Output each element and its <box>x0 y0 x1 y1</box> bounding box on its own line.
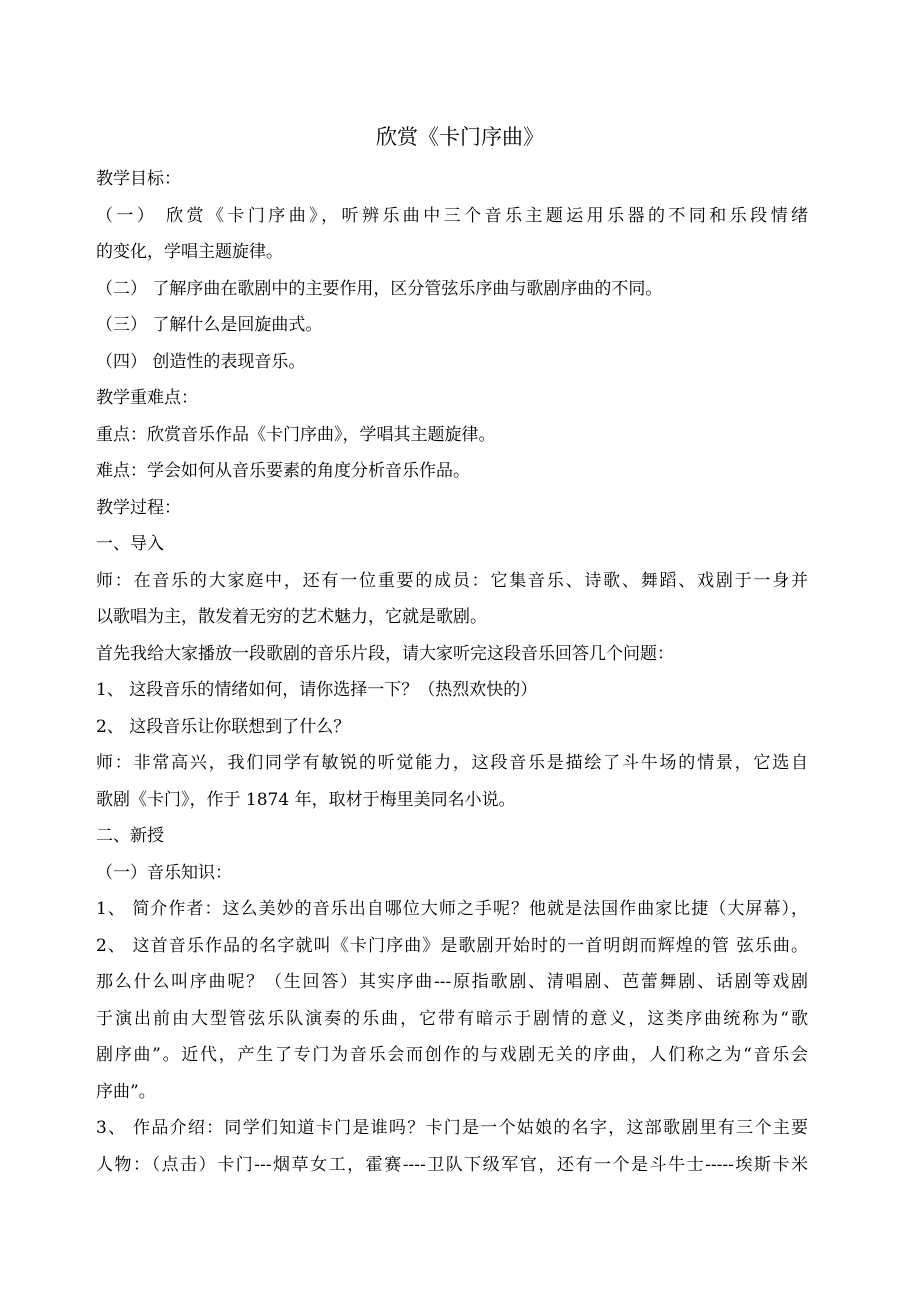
paragraph-line: 以歌唱为主，散发着无穷的艺术魅力，它就是歌剧。 <box>96 607 487 627</box>
item-work-intro: 3、 作品介绍：同学们知道卡门是谁吗？卡门是一个姑娘的名字，这部歌剧里有三个主要 <box>96 1118 808 1138</box>
paragraph-line: 序曲”。 <box>96 1081 156 1102</box>
paragraph-line: 师：非常高兴，我们同学有敏锐的听觉能力，这段音乐是描绘了斗牛场的情景，它选自 <box>96 753 808 773</box>
question-1: 1、 这段音乐的情绪如何，请你选择一下？（热烈欢快的） <box>96 680 538 700</box>
subsection-music-knowledge: （一）音乐知识： <box>96 862 232 883</box>
paragraph-line: 歌剧《卡门》，作于 1874 年，取材于梅里美同名小说。 <box>96 789 516 810</box>
paragraph-line: 那么什么叫序曲呢？（生回答）其实序曲---原指歌剧、清唱剧、芭蕾舞剧、话剧等戏剧 <box>96 972 808 992</box>
paragraph-line: 师：在音乐的大家庭中，还有一位重要的成员：它集音乐、诗歌、舞蹈、戏剧于一身并 <box>96 570 808 591</box>
objective-2: （二） 了解序曲在歌剧中的主要作用，区分管弦乐序曲与歌剧序曲的不同。 <box>96 278 663 299</box>
document-body <box>96 161 808 1183</box>
paragraph-line: 人物：（点击）卡门---烟草女工，霍赛----卫队下级军官，还有一个是斗牛士-----埃斯卡米 <box>96 1154 808 1175</box>
item-composer: 1、 简介作者：这么美妙的音乐出自哪位大师之手呢？他就是法国作曲家比捷（大屏幕）， <box>96 899 808 919</box>
subsection-new-lesson: 二、新授 <box>96 826 164 846</box>
section-heading-key-points: 教学重难点： <box>96 388 198 408</box>
section-heading-process: 教学过程： <box>96 497 181 518</box>
objective-1-line-2: 的变化，学唱主题旋律。 <box>96 242 283 262</box>
item-title: 2、 这首音乐作品的名字就叫《卡门序曲》是歌剧开始时的一首明朗而辉煌的管 弦乐曲。 <box>96 935 808 956</box>
document-title: 欣赏《卡门序曲》 <box>376 125 544 149</box>
objective-1-line-1: （一） 欣赏《卡门序曲》，听辨乐曲中三个音乐主题运用乐器的不同和乐段情绪 <box>96 205 808 226</box>
objective-4: （四） 创造性的表现音乐。 <box>96 351 306 372</box>
difficult-point: 难点：学会如何从音乐要素的角度分析音乐作品。 <box>96 461 470 481</box>
question-2: 2、 这段音乐让你联想到了什么？ <box>96 716 351 737</box>
key-point: 重点：欣赏音乐作品《卡门序曲》，学唱其主题旋律。 <box>96 424 496 445</box>
paragraph-line: 首先我给大家播放一段歌剧的音乐片段，请大家听完这段音乐回答几个问题： <box>96 643 674 664</box>
subsection-intro: 一、导入 <box>96 534 164 554</box>
paragraph-line: 剧序曲”。近代，产生了专门为音乐会而创作的与戏剧无关的序曲，人们称之为“音乐会 <box>96 1045 808 1065</box>
paragraph-line: 于演出前由大型管弦乐队演奏的乐曲，它带有暗示于剧情的意义，这类序曲统称为“歌 <box>96 1008 808 1029</box>
objective-3: （三） 了解什么是回旋曲式。 <box>96 315 323 335</box>
section-heading-objectives: 教学目标： <box>96 169 181 189</box>
